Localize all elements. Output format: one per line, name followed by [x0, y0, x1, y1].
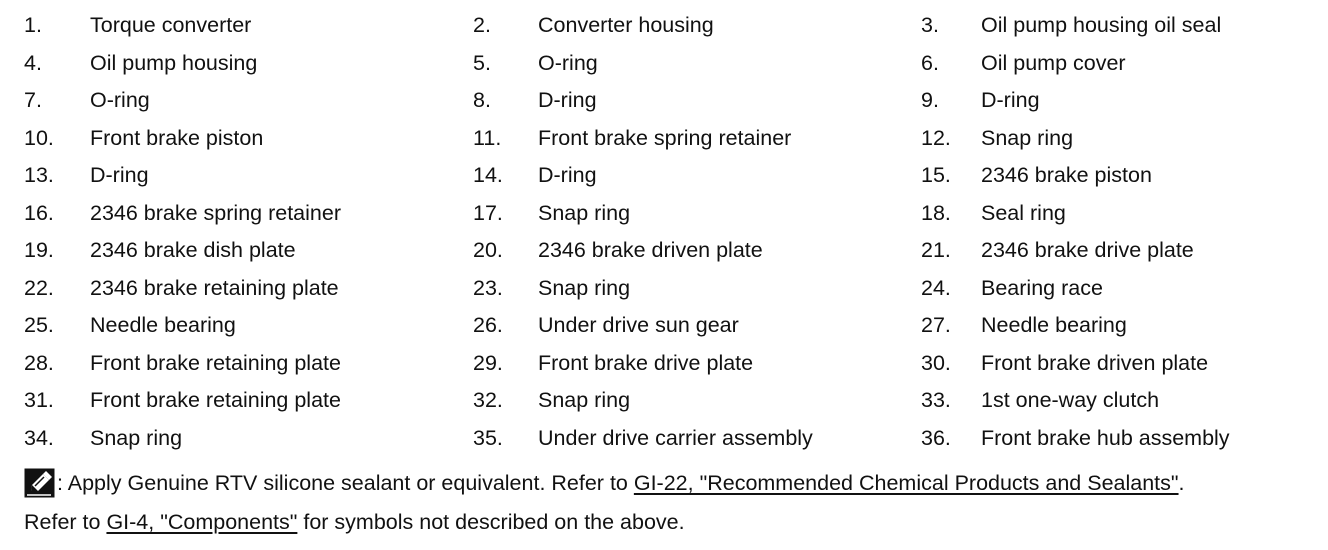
part-name: Front brake retaining plate: [90, 388, 341, 412]
part-name: Oil pump cover: [981, 50, 1126, 75]
part-number: 32.: [473, 388, 503, 412]
part-number: 7.: [24, 88, 42, 112]
part-number: 35.: [473, 425, 503, 450]
sealant-note: [24, 464, 1185, 502]
sealant-icon: [24, 468, 55, 498]
parts-row: [0, 157, 1328, 195]
part-name: Bearing race: [981, 275, 1103, 300]
part-name: Needle bearing: [981, 313, 1127, 337]
part-number: 19.: [24, 238, 54, 262]
part-number: 20.: [473, 238, 503, 262]
part-number: 17.: [473, 200, 503, 225]
parts-row: [0, 82, 1328, 120]
sealant-note-end: .: [1178, 471, 1185, 495]
part-name: Under drive carrier assembly: [538, 425, 813, 450]
refer-note-end: for symbols not described on the above.: [297, 510, 685, 534]
parts-row: [0, 195, 1328, 233]
part-number: 24.: [921, 275, 951, 300]
parts-row: [0, 420, 1328, 458]
part-name: 2346 brake dish plate: [90, 238, 296, 262]
part-name: D-ring: [538, 88, 597, 112]
parts-row: [0, 270, 1328, 308]
part-name: D-ring: [538, 163, 597, 187]
parts-row: [0, 345, 1328, 383]
refer-note-text: Refer to: [24, 510, 107, 534]
part-name: Seal ring: [981, 200, 1066, 225]
part-name: Needle bearing: [90, 313, 236, 337]
part-name: Snap ring: [981, 125, 1074, 150]
part-number: 34.: [24, 425, 54, 450]
part-name: Snap ring: [538, 200, 631, 225]
part-name: Snap ring: [538, 388, 631, 412]
parts-row: [0, 307, 1328, 345]
part-number: 10.: [24, 125, 54, 150]
part-name: 2346 brake piston: [981, 163, 1152, 187]
part-number: 16.: [24, 200, 54, 225]
part-name: 2346 brake spring retainer: [90, 200, 341, 225]
part-number: 33.: [921, 388, 951, 412]
part-number: 13.: [24, 163, 54, 187]
parts-row: [0, 120, 1328, 158]
part-name: Oil pump housing oil seal: [981, 13, 1222, 37]
part-number: 2.: [473, 13, 491, 37]
part-number: 6.: [921, 50, 939, 75]
part-number: 22.: [24, 275, 54, 300]
part-number: 9.: [921, 88, 939, 112]
part-number: 26.: [473, 313, 503, 337]
part-name: Under drive sun gear: [538, 313, 739, 337]
part-name: Torque converter: [90, 13, 252, 37]
sealant-note-text: : Apply Genuine RTV silicone sealant or equivalent. Refer to: [57, 471, 634, 495]
part-name: Oil pump housing: [90, 50, 258, 75]
parts-row: [0, 7, 1328, 45]
part-name: 2346 brake drive plate: [981, 238, 1194, 262]
part-number: 31.: [24, 388, 54, 412]
gi-4-link[interactable]: GI-4, "Components": [106, 510, 298, 534]
part-number: 18.: [921, 200, 951, 225]
part-number: 14.: [473, 163, 503, 187]
part-number: 29.: [473, 350, 503, 375]
part-name: Front brake drive plate: [538, 350, 754, 375]
part-name: O-ring: [90, 88, 150, 112]
part-name: Front brake hub assembly: [981, 425, 1230, 450]
part-name: D-ring: [90, 163, 149, 187]
gi-22-link[interactable]: GI-22, "Recommended Chemical Products and Sealants": [633, 471, 1179, 495]
parts-row: [0, 232, 1328, 270]
part-number: 11.: [473, 125, 502, 150]
part-name: O-ring: [538, 50, 598, 75]
part-number: 12.: [921, 125, 951, 150]
part-name: 1st one-way clutch: [981, 388, 1160, 412]
part-number: 4.: [24, 50, 42, 75]
part-name: Snap ring: [538, 275, 631, 300]
parts-row: [0, 382, 1328, 420]
part-name: Front brake retaining plate: [90, 350, 341, 375]
part-number: 5.: [473, 50, 491, 75]
part-number: 25.: [24, 313, 54, 337]
part-name: 2346 brake retaining plate: [90, 275, 339, 300]
part-name: Converter housing: [538, 13, 714, 37]
refer-note: [24, 503, 685, 541]
part-name: Snap ring: [90, 425, 183, 450]
part-name: Front brake spring retainer: [538, 125, 792, 150]
part-number: 3.: [921, 13, 939, 37]
part-number: 36.: [921, 425, 951, 450]
part-number: 21.: [921, 238, 951, 262]
part-number: 8.: [473, 88, 491, 112]
part-name: D-ring: [981, 88, 1040, 112]
part-number: 28.: [24, 350, 54, 375]
part-number: 15.: [921, 163, 951, 187]
part-name: Front brake driven plate: [981, 350, 1209, 375]
part-number: 30.: [921, 350, 951, 375]
part-name: 2346 brake driven plate: [538, 238, 763, 262]
part-number: 27.: [921, 313, 951, 337]
part-number: 23.: [473, 275, 503, 300]
part-number: 1.: [24, 13, 42, 37]
parts-row: [0, 45, 1328, 83]
part-name: Front brake piston: [90, 125, 264, 150]
